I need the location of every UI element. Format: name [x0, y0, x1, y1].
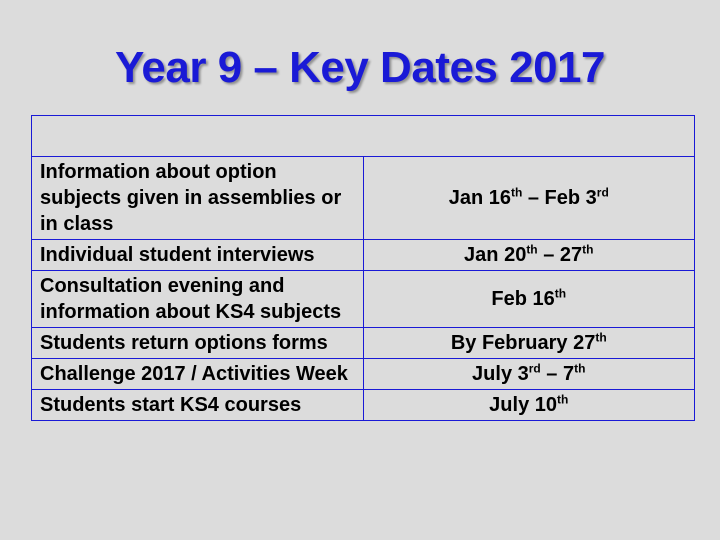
activity-cell: Information about option subjects given in assemblies or in class — [32, 157, 364, 240]
date-suffix: th — [595, 330, 607, 345]
date-text: – 27 — [537, 244, 583, 266]
date-cell — [363, 359, 695, 390]
date-text: Feb 16 — [491, 288, 555, 310]
key-dates-table — [31, 115, 695, 421]
date-suffix: th — [510, 185, 523, 200]
table-header-row — [32, 116, 695, 157]
date-suffix: rd — [528, 361, 541, 376]
activity-cell: Students start KS4 courses — [32, 390, 364, 421]
activity-cell: Consultation evening and information about KS4 subjects — [32, 271, 364, 328]
table-row — [32, 157, 695, 240]
activity-cell: Individual student interviews — [32, 240, 364, 271]
date-cell — [363, 240, 695, 271]
date-suffix: th — [574, 361, 586, 376]
date-suffix: th — [554, 286, 567, 301]
activity-cell: Challenge 2017 / Activities Week — [32, 359, 364, 390]
table-header-cell — [32, 116, 695, 157]
date-text: July 10 — [489, 394, 557, 416]
date-text: – Feb 3 — [522, 187, 597, 209]
date-cell — [363, 157, 695, 240]
date-suffix: th — [526, 242, 538, 257]
date-cell — [363, 390, 695, 421]
table-row — [32, 240, 695, 271]
date-text: By February 27 — [450, 332, 596, 354]
table-row — [32, 359, 695, 390]
table-row — [32, 271, 695, 328]
date-suffix: th — [557, 392, 569, 407]
date-cell — [363, 271, 695, 328]
date-text: July 3 — [472, 363, 529, 385]
date-text: – 7 — [540, 363, 575, 385]
date-suffix: th — [582, 242, 594, 257]
date-suffix: rd — [596, 185, 609, 200]
date-cell — [363, 328, 695, 359]
table-row — [32, 328, 695, 359]
table-row — [32, 390, 695, 421]
activity-cell: Students return options forms — [32, 328, 364, 359]
slide-title: Year 9 – Key Dates 2017 — [115, 43, 605, 92]
date-text: Jan 20 — [464, 244, 527, 266]
date-text: Jan 16 — [448, 187, 511, 209]
